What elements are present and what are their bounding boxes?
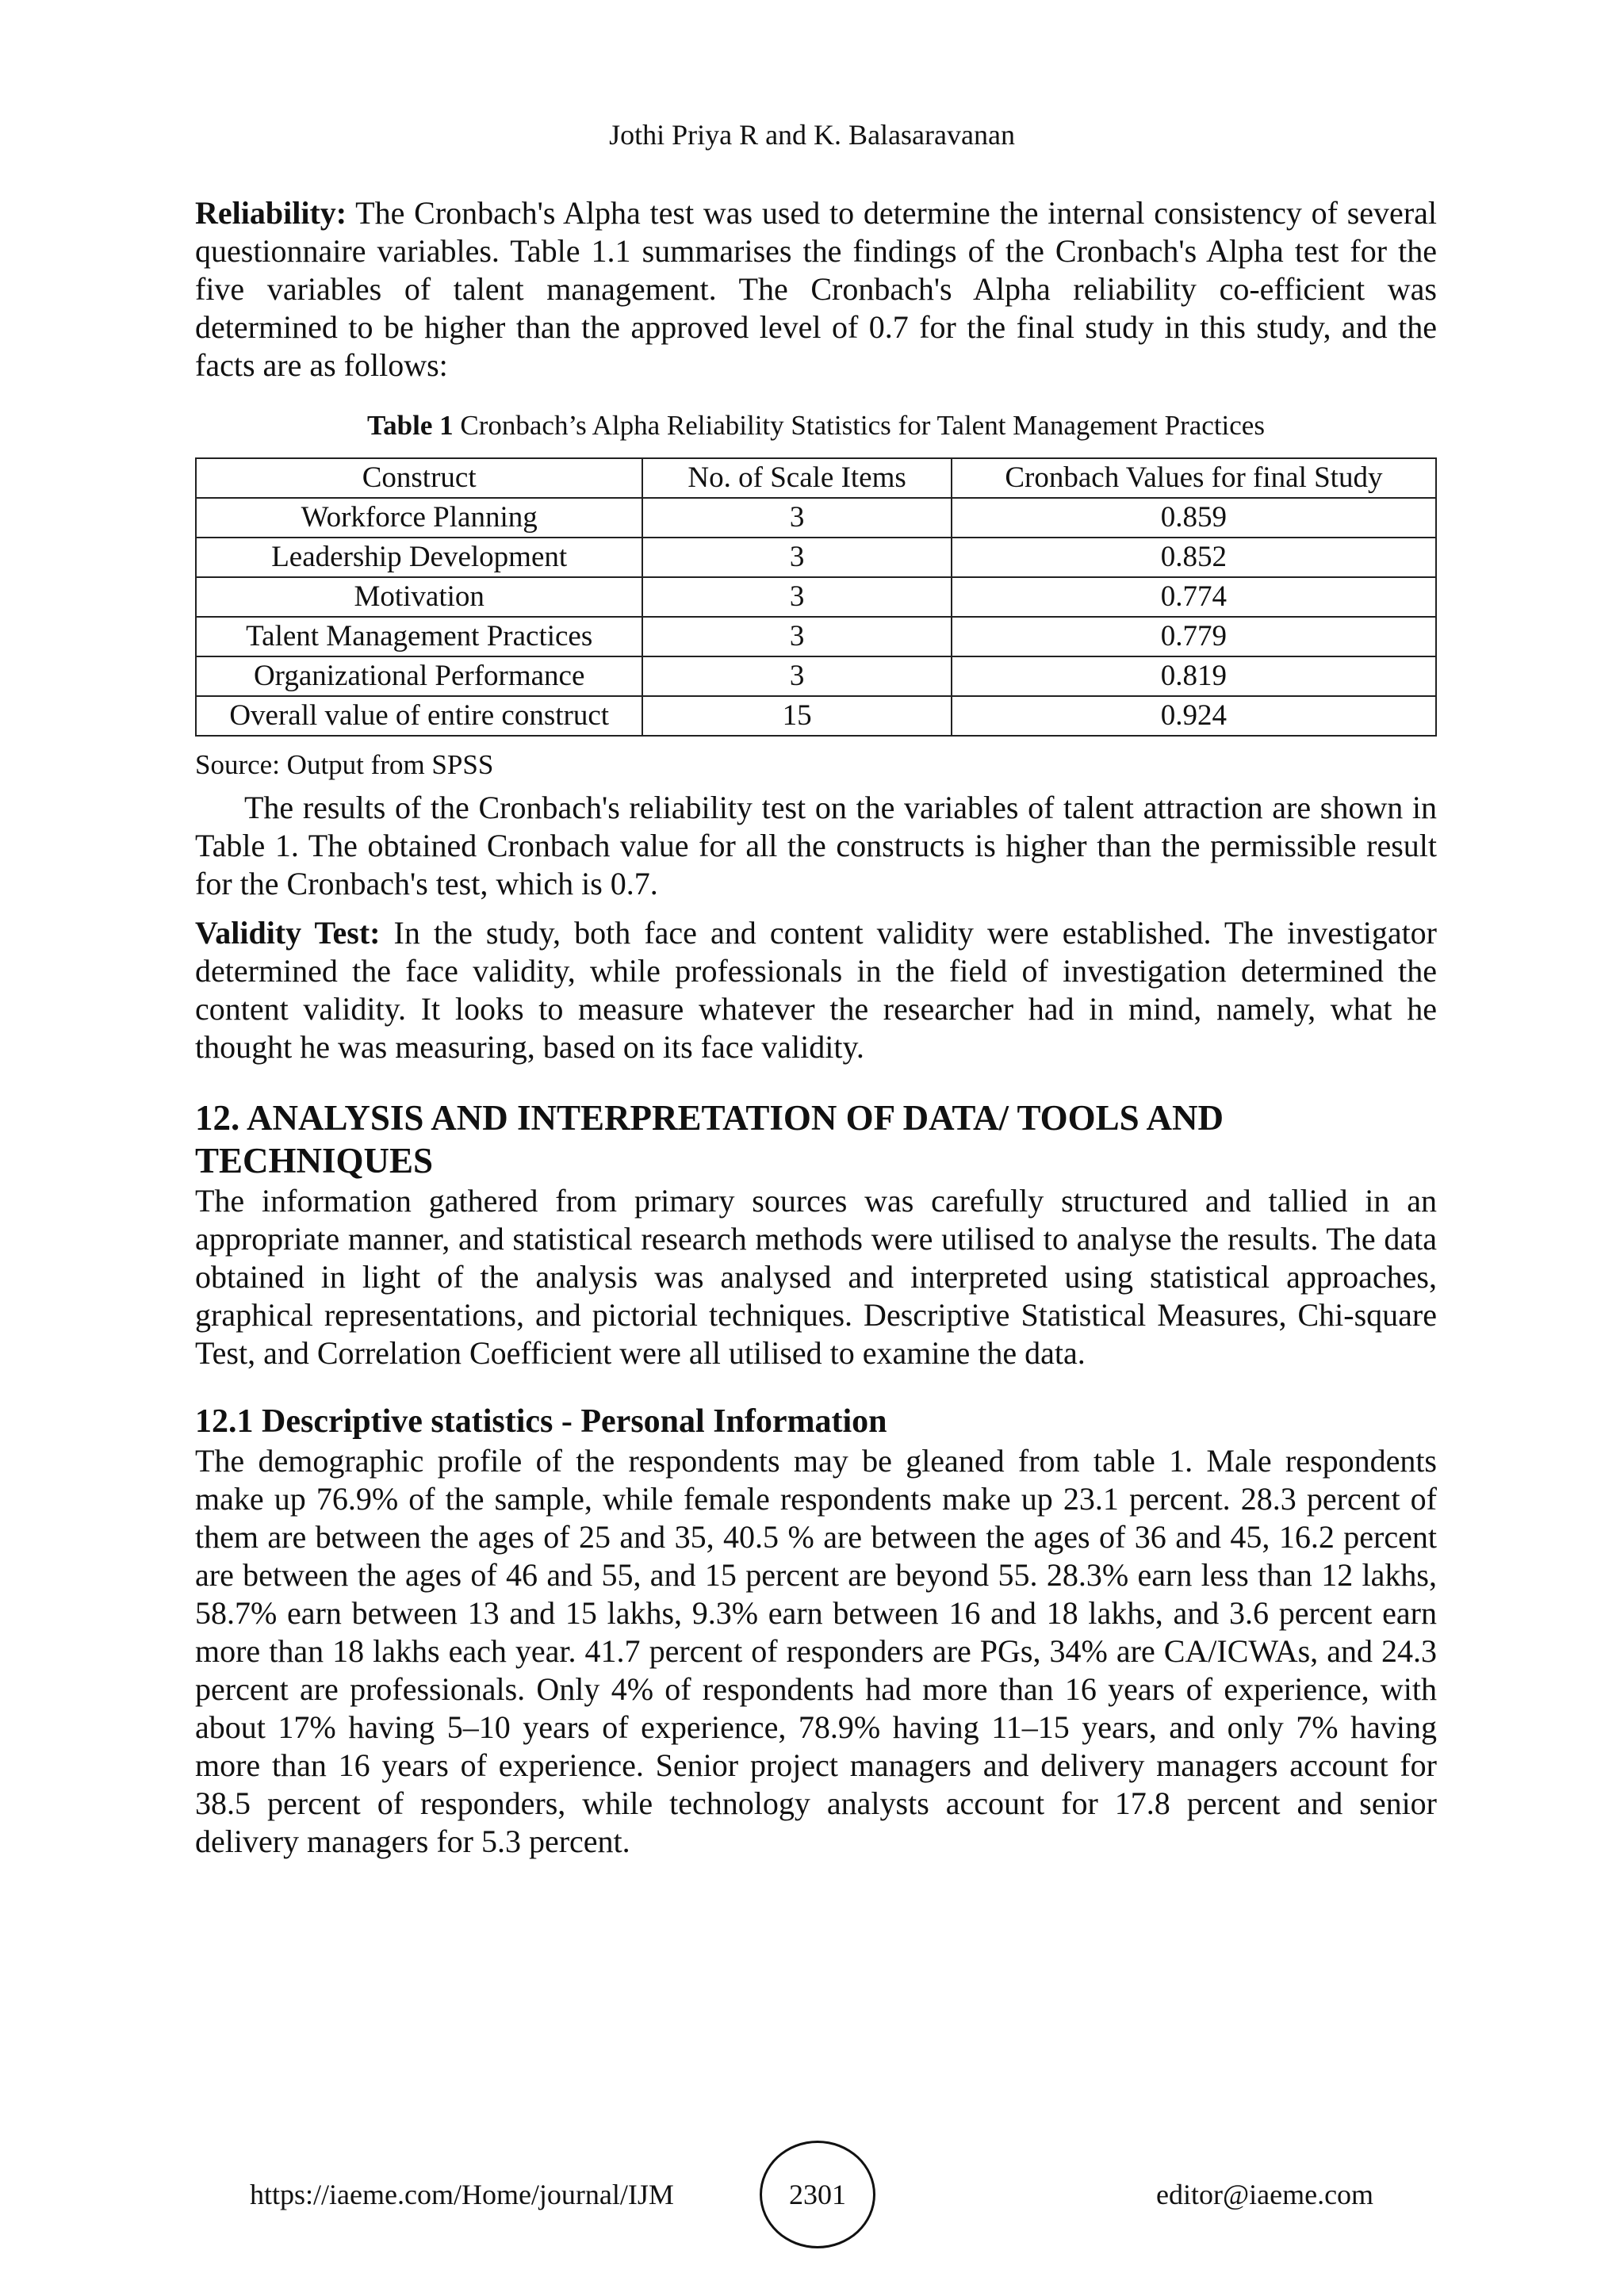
validity-text: In the study, both face and content validity were established. The investigator determined the face validity, while professionals in the field of investigation determined the content validity. It looks to measure whatever the researcher had in mind, namely, what he thought he was measuring, based on its face validity. (195, 915, 1438, 1065)
table-caption-text: Cronbach’s Alpha Reliability Statistics for Talent Management Practices (453, 410, 1265, 441)
table-cell-construct: Leadership Development (196, 538, 642, 577)
table-row (196, 577, 1436, 617)
running-header-authors: Jothi Priya R and K. Balasaravanan (609, 119, 1015, 151)
table-cell-value: 0.859 (952, 498, 1436, 538)
table-cell-value: 0.924 (952, 696, 1436, 736)
validity-lead: Validity Test: (195, 915, 381, 951)
results-paragraph: The results of the Cronbach's reliability test on the variables of talent attraction are shown in Table 1. The obtained Cronbach value for all the constructs is higher than the permissible result for the Cronbach's test, which is 0.7. (195, 790, 1437, 901)
table-cell-construct: Workforce Planning (196, 498, 642, 538)
page-footer (0, 2141, 1624, 2252)
column-header-scale-items: No. of Scale Items (642, 458, 951, 498)
table-cell-items: 15 (642, 696, 951, 736)
table-cell-items: 3 (642, 577, 951, 617)
footer-journal-link[interactable]: https://iaeme.com/Home/journal/IJM (250, 2179, 674, 2210)
page-number-badge: 2301 (760, 2141, 875, 2248)
footer-email-link[interactable]: editor@iaeme.com (1156, 2179, 1374, 2210)
table-row (196, 617, 1436, 656)
section-12-1-heading: 12.1 Descriptive statistics - Personal Information (195, 1403, 887, 1440)
table-row (196, 656, 1436, 696)
table-row (196, 538, 1436, 577)
reliability-paragraph (195, 194, 1437, 385)
table-cell-construct: Motivation (196, 577, 642, 617)
page-content (195, 194, 1437, 1861)
table-cell-construct: Organizational Performance (196, 656, 642, 696)
table-cell-value: 0.779 (952, 617, 1436, 656)
table-cell-value: 0.774 (952, 577, 1436, 617)
table-cell-items: 3 (642, 538, 951, 577)
table-cell-value: 0.852 (952, 538, 1436, 577)
table-caption (195, 408, 1437, 443)
table-row (196, 696, 1436, 736)
table-header-row (196, 458, 1436, 498)
column-header-cronbach-values: Cronbach Values for final Study (952, 458, 1436, 498)
column-header-construct: Construct (196, 458, 642, 498)
table-source-note: Source: Output from SPSS (195, 749, 494, 780)
reliability-lead: Reliability: (195, 195, 347, 231)
table-cell-items: 3 (642, 656, 951, 696)
table-cell-value: 0.819 (952, 656, 1436, 696)
section-12-heading: 12. ANALYSIS AND INTERPRETATION OF DATA/ TOOLS AND TECHNIQUES (195, 1098, 1224, 1181)
table-caption-label: Table 1 (367, 410, 454, 441)
table-cell-items: 3 (642, 617, 951, 656)
section-12-paragraph: The information gathered from primary sources was carefully structured and tallied in an appropriate manner, and statistical research methods were utilised to analyse the results. The data obtained in light of the analysis was analysed and interpreted using statistical approaches, graphical representations, and pictorial techniques. Descriptive Statistical Measures, Chi-square Test, and Correlation Coefficient were all utilised to examine the data. (195, 1183, 1437, 1371)
cronbach-table (195, 457, 1437, 737)
validity-paragraph (195, 914, 1437, 1066)
table-cell-construct: Overall value of entire construct (196, 696, 642, 736)
reliability-text: The Cronbach's Alpha test was used to determine the internal consistency of several questionnaire variables. Table 1.1 summarises the findings of the Cronbach's Alpha test for the five variables of talent management. The Cronbach's Alpha reliability co-efficient was determined to be higher than the approved level of 0.7 for the final study in this study, and the facts are as follows: (195, 195, 1437, 383)
table-row (196, 498, 1436, 538)
table-cell-items: 3 (642, 498, 951, 538)
table-cell-construct: Talent Management Practices (196, 617, 642, 656)
section-12-1-paragraph: The demographic profile of the respondents may be gleaned from table 1. Male respondents make up 76.9% of the sample, while female respondents make up 23.1 percent. 28.3 percent of them are between the ages of 25 and 35, 40.5 % are between the ages of 36 and 45, 16.2 percent are between the ages of 46 and 55, and 15 percent are beyond 55. 28.3% earn less than 12 lakhs, 58.7% earn between 13 and 15 lakhs, 9.3% earn between 16 and 18 lakhs, and 3.6 percent earn more than 18 lakhs each year. 41.7 percent of responders are PGs, 34% are CA/ICWAs, and 24.3 percent are professionals. Only 4% of respondents had more than 16 years of experience, with about 17% having 5–10 years of experience, 78.9% having 11–15 years, and only 7% having more than 16 years of experience. Senior project managers and delivery managers account for 38.5 percent of responders, while technology analysts account for 17.8 percent and senior delivery managers for 5.3 percent. (195, 1443, 1437, 1859)
